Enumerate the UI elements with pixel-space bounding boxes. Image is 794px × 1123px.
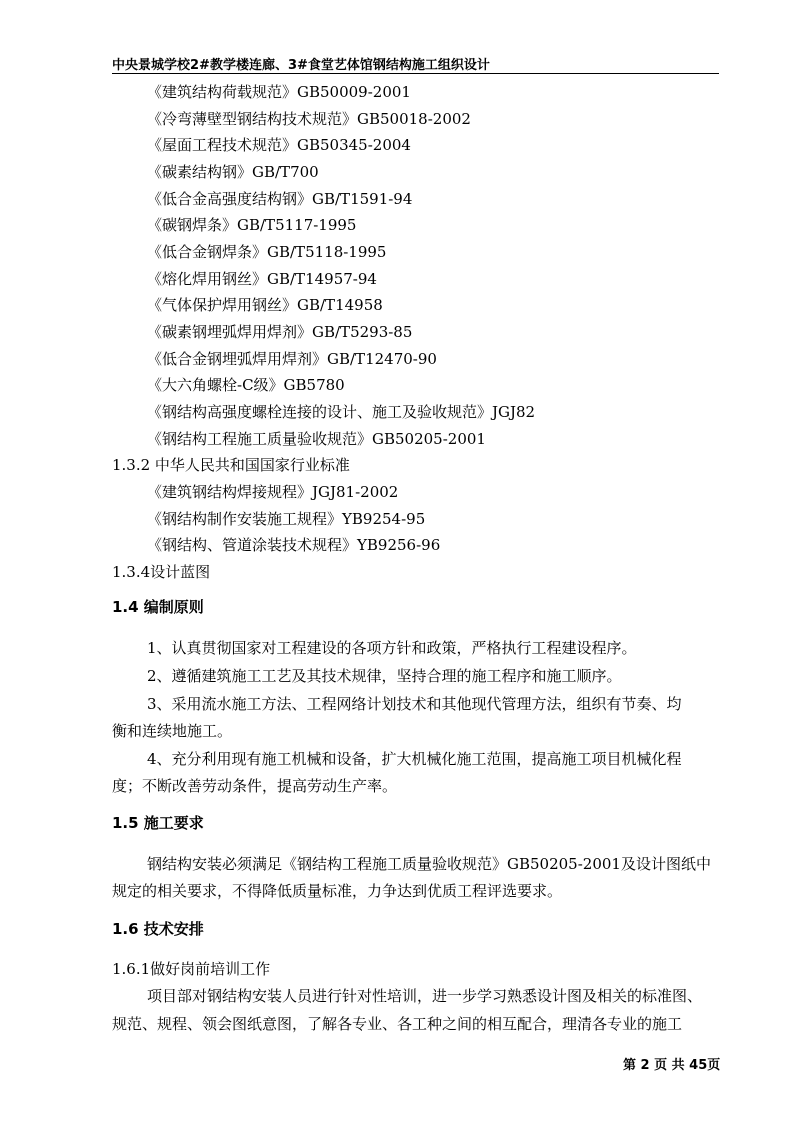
standard-item: 《钢结构高强度螺栓连接的设计、施工及验收规范》JGJ82 [147, 403, 536, 421]
industry-standard-item: 《建筑钢结构焊接规程》JGJ81-2002 [147, 483, 399, 501]
standard-item: 《钢结构工程施工质量验收规范》GB50205-2001 [147, 430, 486, 448]
section-1-6-heading: 1.6 技术安排 [112, 920, 204, 938]
requirement-paragraph-continued: 规定的相关要求，不得降低质量标准，力争达到优质工程评选要求。 [112, 882, 563, 900]
principle-paragraph-continued: 度；不断改善劳动条件，提高劳动生产率。 [112, 777, 398, 795]
standard-item: 《熔化焊用钢丝》GB/T14957-94 [147, 270, 377, 288]
principle-paragraph: 1、认真贯彻国家对工程建设的各项方针和政策，严格执行工程建设程序。 [147, 639, 637, 657]
page-header-title: 中央景城学校2#教学楼连廊、3#食堂艺体馆钢结构施工组织设计 [112, 58, 490, 73]
section-1-6-1-title: 1.6.1做好岗前培训工作 [112, 960, 271, 978]
standard-item: 《屋面工程技术规范》GB50345-2004 [147, 136, 411, 154]
standard-item: 《低合金高强度结构钢》GB/T1591-94 [147, 190, 413, 208]
principle-paragraph: 3、采用流水施工方法、工程网络计划技术和其他现代管理方法，组织有节奏、均 [147, 695, 682, 713]
section-1-5-heading: 1.5 施工要求 [112, 814, 204, 832]
standard-item: 《低合金钢埋弧焊用焊剂》GB/T12470-90 [147, 350, 437, 368]
principle-paragraph: 2、遵循建筑施工工艺及其技术规律，坚持合理的施工程序和施工顺序。 [147, 667, 622, 685]
standard-item: 《气体保护焊用钢丝》GB/T14958 [147, 296, 383, 314]
section-1-3-4-title: 1.3.4设计蓝图 [112, 563, 211, 581]
industry-standard-item: 《钢结构、管道涂装技术规程》YB9256-96 [147, 536, 441, 554]
header-divider [112, 73, 719, 74]
page-number: 第 2 页 共 45页 [623, 1058, 721, 1073]
principle-paragraph-continued: 衡和连续地施工。 [112, 722, 233, 740]
standard-item: 《碳钢焊条》GB/T5117-1995 [147, 216, 357, 234]
section-1-3-2-title: 1.3.2 中华人民共和国国家行业标准 [112, 456, 350, 474]
standard-item: 《低合金钢焊条》GB/T5118-1995 [147, 243, 387, 261]
standard-item: 《大六角螺栓-C级》GB5780 [147, 376, 345, 394]
standard-item: 《建筑结构荷载规范》GB50009-2001 [147, 83, 411, 101]
section-1-4-heading: 1.4 编制原则 [112, 598, 204, 616]
principle-paragraph: 4、充分利用现有施工机械和设备，扩大机械化施工范围，提高施工项目机械化程 [147, 750, 682, 768]
requirement-paragraph: 钢结构安装必须满足《钢结构工程施工质量验收规范》GB50205-2001及设计图纸中 [147, 855, 711, 873]
training-paragraph: 项目部对钢结构安装人员进行针对性培训，进一步学习熟悉设计图及相关的标准图、 [147, 987, 703, 1005]
standard-item: 《冷弯薄壁型钢结构技术规范》GB50018-2002 [147, 110, 471, 128]
standard-item: 《碳素钢埋弧焊用焊剂》GB/T5293-85 [147, 323, 413, 341]
standard-item: 《碳素结构钢》GB/T700 [147, 163, 319, 181]
training-paragraph-continued: 规范、规程、领会图纸意图，了解各专业、各工种之间的相互配合，理清各专业的施工 [112, 1015, 683, 1033]
industry-standard-item: 《钢结构制作安装施工规程》YB9254-95 [147, 510, 426, 528]
